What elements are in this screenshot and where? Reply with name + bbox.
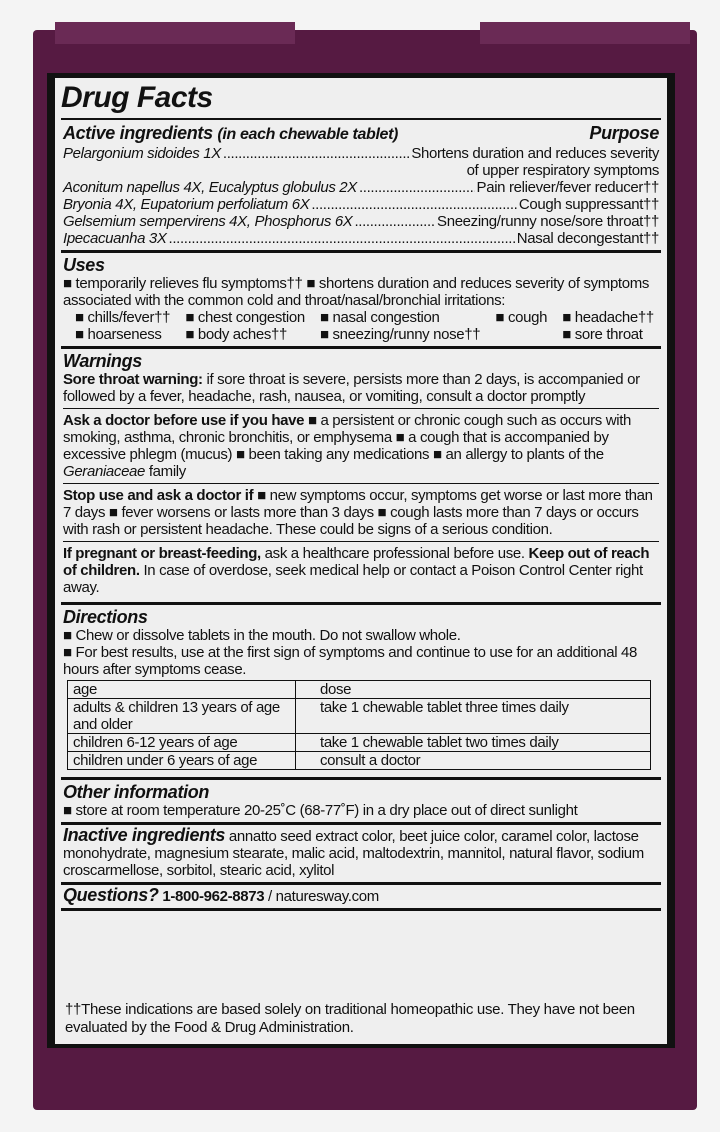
dose-cell: consult a doctor (296, 752, 651, 770)
uses-text: ■ temporarily relieves flu symptoms†† ■ shortens duration and reduces severity of symptoms associated with the common cold and throat/nasal/bronchial irritations: (63, 275, 650, 309)
drug-facts-title: Drug Facts (61, 78, 661, 120)
direction-line: ■ Chew or dissolve tablets in the mouth. Do not swallow whole. (63, 627, 461, 644)
directions-section (61, 602, 661, 777)
use-item: ■ sneezing/runny nose†† (319, 326, 481, 343)
table-header: dose (296, 681, 651, 699)
age-cell: adults & children 13 years of age and older (68, 699, 296, 734)
footnote-box (47, 998, 675, 1048)
active-heading: Active ingredients (63, 123, 213, 143)
pregnancy-warning: If pregnant or breast-feeding, ask a healthcare professional before use. Keep out of reach of children. In case of overdose, seek medical help or contact a Poison Control Center right away. (63, 541, 659, 599)
age-cell: children 6-12 years of age (68, 734, 296, 752)
sore-throat-warning: Sore throat warning: if sore throat is severe, persists more than 2 days, is accompanied or followed by a fever, headache, rash, nausea, or vomiting, consult a doctor promptly (63, 371, 640, 405)
direction-line: ■ For best results, use at the first sign of symptoms and continue to use for an additional 48 hours after symptoms cease. (63, 644, 637, 678)
use-item: ■ sore throat (562, 326, 643, 343)
other-heading: Other information (63, 782, 210, 802)
directions-heading: Directions (63, 607, 148, 627)
ask-doctor-warning: Ask a doctor before use if you have ■ a persistent or chronic cough such as occurs with smoking, asthma, chronic bronchitis, or emphysema ■ a cough that is accompanied by excessive phlegm (mucus) ■ been taking any medications ■ an allergy to plants of the Geraniaceae family (63, 408, 659, 483)
questions-heading: Questions? (63, 885, 159, 905)
age-cell: children under 6 years of age (68, 752, 296, 770)
questions-section (61, 882, 661, 911)
warnings-section (61, 346, 661, 602)
inactive-heading: Inactive ingredients (63, 825, 226, 845)
use-item: ■ nasal congestion (319, 309, 440, 326)
table-header: age (68, 681, 296, 699)
ingredient-row: Bryonia 4X, Eupatorium perfoliatum 6X ..... Cough suppressant†† (63, 196, 659, 213)
footnote-text: ††These indications are based solely on traditional homeopathic use. They have not been evaluated by the Food & Drug Administration. (55, 998, 667, 1044)
inactive-ingredients-section (61, 822, 661, 882)
warnings-heading: Warnings (63, 351, 142, 371)
use-item: ■ headache†† (562, 309, 654, 326)
use-item: ■ hoarseness (75, 326, 162, 343)
uses-heading: Uses (63, 255, 105, 275)
purpose-heading: Purpose (589, 123, 659, 143)
other-text: ■ store at room temperature 20-25˚C (68-77˚F) in a dry place out of direct sunlight (63, 802, 578, 819)
ingredient-row: Gelsemium sempervirens 4X, Phosphorus 6X ..... Sneezing/runny nose/sore throat†† (63, 213, 659, 230)
website-link[interactable]: / naturesway.com (264, 888, 379, 905)
dosage-table (67, 680, 651, 770)
dose-cell: take 1 chewable tablet three times daily (296, 699, 651, 734)
uses-section (61, 250, 661, 346)
inactive-text: annatto seed extract color, beet juice color, caramel color, lactose monohydrate, magnesium stearate, malic acid, maltodextrin, mannitol, natural flavor, sodium croscarmellose, sorbitol, stearic acid, xylitol (63, 828, 644, 879)
table-row (68, 752, 651, 770)
phone-number[interactable]: 1-800-962-8873 (162, 888, 265, 905)
table-row (68, 734, 651, 752)
ingredient-row: Aconitum napellus 4X, Eucalyptus globulus 2X ..... Pain reliever/fever reducer†† (63, 179, 659, 196)
dose-cell: take 1 chewable tablet two times daily (296, 734, 651, 752)
active-note: (in each chewable tablet) (217, 126, 399, 143)
ingredient-row: Pelargonium sidoides 1X ..... Shortens duration and reduces severity (63, 145, 659, 162)
active-ingredients-section (61, 120, 661, 250)
table-row (68, 699, 651, 734)
purpose-continued: of upper respiratory symptoms (466, 162, 659, 179)
ingredient-row: Ipecacuanha 3X ..... Nasal decongestant†† (63, 230, 659, 247)
stop-use-warning: Stop use and ask a doctor if ■ new symptoms occur, symptoms get worse or last more than 7 days ■ fever worsens or lasts more than 3 days ■ cough lasts more than 7 days or occurs with rash or persistent headache. These could be signs of a serious condition. (63, 483, 659, 541)
use-item: ■ cough (495, 309, 548, 326)
drug-facts-label (47, 73, 675, 1003)
use-item: ■ chills/fever†† (75, 309, 171, 326)
other-information-section (61, 777, 661, 822)
box-flap (55, 22, 295, 44)
use-item: ■ body aches†† (185, 326, 288, 343)
box-flap (480, 22, 690, 44)
use-item: ■ chest congestion (185, 309, 305, 326)
